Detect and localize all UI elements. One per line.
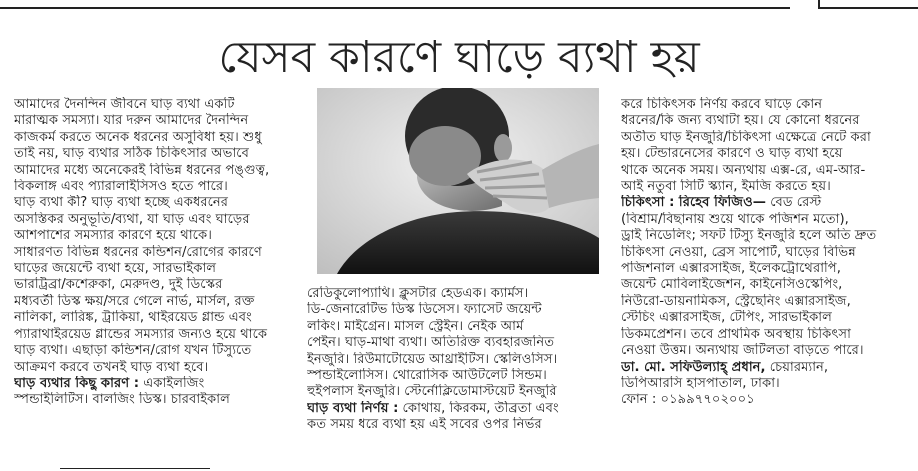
line-text: রেডিকুলোপ্যাথি। ক্লুসটার হেডএক। ক্যার্মস। [307, 286, 529, 301]
line-text: আমাদের মধ্যে অনেকেরই বিভিন্ন ধরনের পঙ্গুত্ব, [14, 162, 270, 178]
line-text: ডিপিআরসি হাসপাতাল, ঢাকা। [621, 375, 780, 391]
text-line [621, 163, 911, 179]
line-text: হুইপলাস ইনজুরি। স্টের্নোক্লিডোমাস্টয়েট ইনজুরি [307, 384, 557, 400]
line-text: বিকলাঙ্গ এবং প্যারালাইসিসও হতে পারে। [14, 179, 228, 195]
text-line [14, 245, 296, 261]
article-column-3 [621, 97, 911, 409]
line-text: ঘাড় ব্যথা কী? ঘাড় ব্যথা হচ্ছে একধরনের [14, 195, 229, 211]
text-line [14, 327, 296, 343]
text-line [621, 277, 911, 293]
text-line [621, 97, 911, 113]
bold-subheading: ঘাড় ব্যথা নির্ণয় : [307, 400, 399, 416]
top-border-left [0, 0, 790, 9]
text-line [621, 327, 911, 343]
text-line [621, 360, 911, 376]
line-text: লকিং। মাইগ্রেন। মাসল স্ট্রেইন। নেইক আর্ম [307, 318, 524, 334]
text-line [621, 376, 911, 392]
text-line [14, 228, 296, 244]
line-text: পেইন। ঘাড়-মাথা ব্যথা। অতিরিক্ত ব্যবহারজনিত [307, 335, 555, 351]
text-line [14, 195, 296, 211]
text-line [621, 261, 911, 277]
line-text: আই নতুবা সিটি স্ক্যান, ইমজি করতে হয়। [621, 179, 831, 195]
bold-subheading: ডা. মো. সফিউল্যাহ্ প্রধান, [621, 359, 766, 375]
line-text: (বিশ্রাম/বিছানায় শুয়ে থাকে পজিশন মতো), [621, 211, 849, 227]
top-border-right [818, 0, 918, 9]
line-text: অসস্তিকর অনুভূতি/ব্যথা, যা ঘাড় এবং ঘাড়ের [14, 211, 250, 227]
line-text: ঘাড় ব্যথা। এছাড়া কন্ডিশন/রোগ যখন টিস্যুতে [14, 343, 252, 359]
line-text: আশপাশের সমস্যার কারণে হয়ে থাকে। [14, 228, 212, 244]
text-line [14, 261, 296, 277]
line-text: স্পন্ডাইলোসিস। থোরোসিক আউটলেট সিন্ডম। [307, 368, 547, 384]
text-line [621, 392, 911, 408]
text-line [14, 294, 296, 310]
article-column-1 [14, 97, 296, 409]
text-line [307, 335, 610, 351]
text-line [14, 212, 296, 228]
text-line [621, 113, 911, 129]
line-text: ড্রাই নিডেলিং; সফট টিস্যু ইনজুরি হলে অতি দ্রুত [621, 228, 877, 244]
text-line [621, 343, 911, 359]
text-line [307, 286, 610, 302]
text-line [307, 302, 610, 318]
neck-pain-photo-icon [317, 88, 599, 274]
line-text: আক্রমণ করবে তখনই ঘাড় ব্যথা হবে। [14, 359, 209, 375]
bold-subheading: চিকিৎসা : রিহেব ফিজিও— [621, 195, 766, 211]
text-line [307, 352, 610, 368]
text-line [307, 401, 610, 417]
line-text: নিউরো-ডায়নামিকস, স্ট্রেছেনিং এক্সারসাইজ, [621, 293, 851, 309]
line-text: স্পন্ডাইলিটিস। বালজিং ডিস্ক। চারবাইকাল [14, 392, 230, 408]
article-headline: যেসব কারণে ঘাড়ে ব্যথা হয় [218, 32, 700, 83]
text-line [621, 130, 911, 146]
line-text: ভারট্রিব্রা/কশেরুকা, মেরুদণ্ড, দুই ডিস্কের [14, 277, 223, 293]
line-text: ইনজুরি। রিউমাটোয়েড আথ্রাইটিস। স্কেলিওসিস। [307, 351, 558, 367]
text-line [14, 97, 296, 113]
line-text: ডিকমপ্রেশন। তবে প্রাথমিক অবস্থায় চিকিৎসা [621, 326, 851, 342]
line-text: একাইলজিং [139, 375, 205, 391]
line-text: সাধারণত বিভিন্ন ধরনের কন্ডিশন/রোগের কারণে [14, 244, 262, 260]
text-line [621, 310, 911, 326]
bold-subheading: ঘাড় ব্যথার কিছু কারণ : [14, 375, 140, 391]
text-line [14, 130, 296, 146]
line-text: কাজকর্ম করতে অনেক ধরনের অসুবিধা হয়। শুধু [14, 129, 262, 145]
line-text: নালিকা, লারিঙ্ক, ট্রাকিয়া, থাইরয়েড গ্লান্ড এবং [14, 310, 252, 326]
text-line [307, 417, 610, 433]
line-text: ধরনের/কি জন্য ব্যথাটা হয়। যে কোনো ধরনের [621, 113, 860, 129]
line-text: কোথায়, কিরকম, তীব্রতা এবং [398, 400, 559, 416]
line-text: ডি-জেনারেটিভ ডিস্ক ডিসেস। ফ্যাসেট জয়েন্ট [307, 302, 542, 318]
bottom-divider [60, 468, 210, 469]
text-line [307, 319, 610, 335]
text-line [621, 179, 911, 195]
text-line [621, 212, 911, 228]
text-line [14, 360, 296, 376]
text-line [307, 384, 610, 400]
line-text: অতীত ঘাড় ইনজুরি/চিকিৎসা এক্ষেত্রে নেটে করা [621, 129, 871, 145]
line-text: ফোন : ০১৯৯৭৭০২০০১ [621, 392, 755, 408]
line-text: থাকে অনেক সময়। অন্যথায় এক্স-রে, এম-আর- [621, 162, 866, 178]
text-line [14, 343, 296, 359]
text-line [14, 310, 296, 326]
photo-man-holding-neck [317, 88, 599, 274]
line-text: মধ্যবর্তী ডিস্ক ক্ষয়/সরে গেলে নার্ভ, মার্সল, রক্ত [14, 293, 255, 309]
article-column-2 [307, 286, 610, 434]
line-text: চেয়ারম্যান, [765, 359, 829, 375]
text-line [14, 376, 296, 392]
line-text: স্টেচিং এক্সারসাইজ, টেপিং, সারভাইকাল [621, 310, 832, 326]
line-text: পজিশনাল এক্সারসাইজ, ইলেকট্রোথেরাপি, [621, 261, 841, 277]
line-text: বেড রেস্ট [766, 195, 822, 211]
text-line [307, 368, 610, 384]
line-text: নেওয়া উত্তম। অন্যথায় জটিলতা বাড়তে পারে। [621, 343, 864, 359]
line-text: মারাত্মক সমস্যা। যার দরুন আমাদের দৈনন্দিন [14, 113, 249, 129]
text-line [621, 195, 911, 211]
line-text: প্যারাথাইরয়েড গ্লান্ডের সমস্যার জন্যও হয়ে থাকে [14, 326, 268, 342]
line-text: কত সময় ধরে ব্যথা হয় এই সবের ওপর নির্ভর [307, 417, 542, 433]
line-text: চিকিৎসা নেওয়া, ব্রেস সাপোর্ট, ঘাড়ের বিভিন্ন [621, 244, 856, 260]
line-text: করে চিকিৎসক নির্ণয় করবে ঘাড়ে কোন [621, 97, 823, 112]
text-line [621, 146, 911, 162]
text-line [14, 163, 296, 179]
text-line [14, 179, 296, 195]
line-text: ঘাড়ের জয়েন্টে ব্যথা হয়ে, সারভাইকাল [14, 261, 217, 277]
line-text: আমাদের দৈনন্দিন জীবনে ঘাড় ব্যথা একটি [14, 97, 235, 112]
line-text: তাই নয়, ঘাড় ব্যথার সঠিক চিকিৎসার অভাবে [14, 146, 249, 162]
text-line [621, 245, 911, 261]
text-line [14, 113, 296, 129]
text-line [14, 277, 296, 293]
text-line [14, 146, 296, 162]
text-line [14, 392, 296, 408]
text-line [621, 228, 911, 244]
line-text: হয়। টেন্ডারনেসের কারণে ও ঘাড় ব্যথা হয়ে [621, 146, 843, 162]
text-line [621, 294, 911, 310]
line-text: জয়েন্ট মোবিলাইজেশন, কাইনেসিওস্কেপিং, [621, 277, 843, 293]
